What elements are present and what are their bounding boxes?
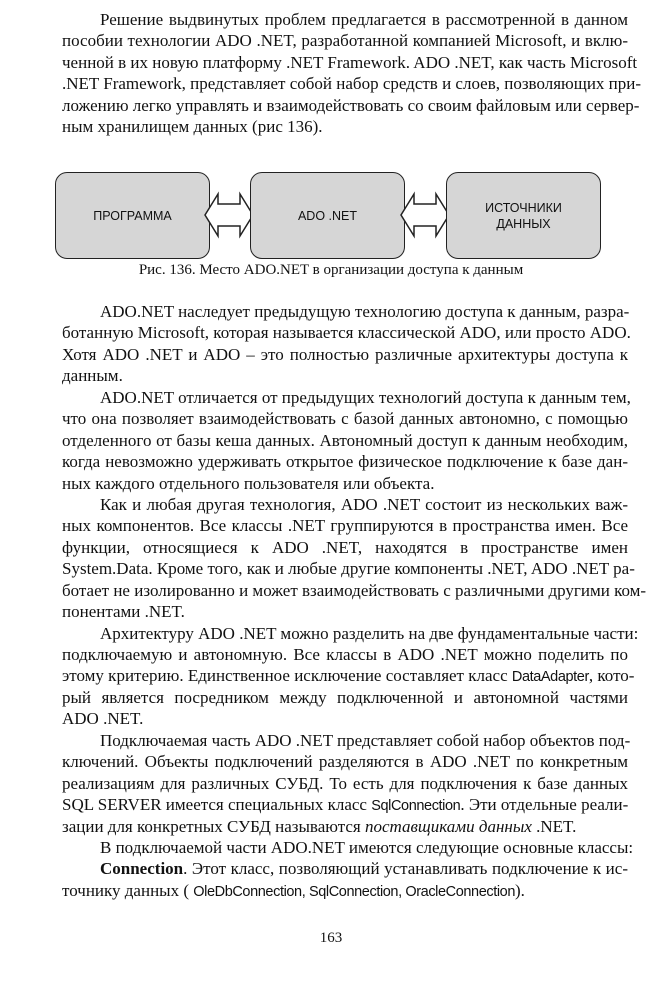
text-line: [62, 408, 628, 429]
text-line: [62, 644, 628, 665]
bold-term: Connection: [100, 859, 184, 879]
text-run: . Этот класс, позволяющий устанавливать подключение к ис-: [183, 859, 628, 879]
text-line: [62, 515, 628, 536]
text-line: [62, 773, 628, 794]
box-label: ПРОГРАММА: [93, 208, 172, 223]
double-arrow-icon: [204, 191, 254, 239]
text-line: [62, 708, 628, 729]
text-run: ботанную Microsoft, которая называется классической ADO, или просто ADO.: [62, 323, 631, 343]
paragraph: [62, 837, 634, 858]
text-run: ботает не изолированно и может взаимодействовать с различными другими ком-: [62, 580, 647, 600]
text-line: [62, 816, 628, 837]
text-run: ADO .NET.: [62, 709, 144, 729]
text-run: зации для конкретных СУБД называются: [62, 816, 365, 836]
text-line: [62, 537, 628, 558]
text-run: когда невозможно удерживать открытое физическое подключение к базе дан-: [62, 452, 628, 472]
text-run: этому критерию. Единственное исключение составляет класс: [62, 666, 512, 686]
text-run: подключаемую и автономную. Все классы в ADO .NET можно поделить по: [62, 645, 628, 664]
text-run: ключений. Объекты подключений разделяются в ADO .NET по конкретным: [62, 752, 628, 772]
text-run: рый является посредником между подключенной и автономной частями: [62, 687, 628, 707]
code-term: DataAdapter: [511, 669, 589, 686]
text-line: [62, 9, 628, 30]
diagram-box-data-sources: [446, 172, 601, 259]
text-run: Подключаемая часть ADO .NET представляет собой набор объектов под-: [100, 730, 631, 750]
text-run: Как и любая другая технология, ADO .NET состоит из нескольких важ-: [100, 494, 628, 514]
box-label: ИСТОЧНИКИ: [485, 200, 562, 215]
text-line: [62, 730, 631, 751]
text-line: [62, 430, 628, 451]
paragraph: [62, 858, 628, 901]
text-run: что она позволяет взаимодействовать с базой данных автономно, с помощью: [62, 409, 628, 429]
text-line: [62, 858, 628, 879]
text-line: [62, 95, 640, 116]
paragraph: [62, 301, 631, 387]
paragraph: [62, 730, 631, 837]
double-arrow-icon: [400, 191, 450, 239]
text-run: Хотя ADO .NET и ADO – это полностью различные архитектуры доступа к: [62, 344, 628, 364]
text-line: [62, 601, 628, 622]
text-run: . Эти отдельные реали-: [460, 795, 629, 815]
text-line: [62, 73, 642, 94]
text-line: [62, 365, 628, 386]
code-term: OleDbConnection, SqlConnection, OracleConnection: [193, 883, 516, 900]
paragraph: [62, 387, 631, 494]
text-run: System.Data. Кроме того, как и любые другие компоненты .NET, ADO .NET ра-: [62, 559, 635, 579]
text-line: [62, 52, 638, 73]
text-line: [62, 580, 647, 601]
text-line: [62, 751, 628, 772]
text-line: [62, 301, 628, 322]
text-line: [62, 623, 639, 644]
text-run: .NET.: [531, 816, 577, 836]
paragraph: [62, 494, 647, 623]
text-line: [62, 30, 628, 51]
text-line: [62, 116, 628, 137]
text-line: [62, 794, 628, 815]
box-label: ДАННЫХ: [496, 216, 551, 231]
text-line: [62, 322, 631, 343]
text-line: [62, 344, 628, 365]
diagram-box-program: [55, 172, 210, 259]
text-run: ).: [515, 880, 525, 900]
text-run: SQL SERVER имеется специальных класс: [62, 795, 372, 815]
text-run: пособии технологии ADO .NET, разработанной компанией Microsoft, и вклю-: [62, 31, 628, 51]
text-run: ченной в их новую платформу .NET Framework. ADO .NET, как часть Microsoft: [62, 52, 638, 72]
text-run: функции, относящиеся к ADO .NET, находятся в пространстве имен: [62, 537, 628, 557]
text-run: ных компонентов. Все классы .NET группируются в пространства имен. Все: [62, 516, 628, 536]
text-run: , кото-: [588, 666, 635, 686]
text-line: [62, 473, 628, 494]
text-line: [62, 451, 628, 472]
text-line: [62, 558, 635, 579]
text-run: .NET Framework, представляет собой набор средств и слоев, позволяющих при-: [62, 74, 642, 94]
text-line: [62, 880, 628, 901]
text-run: ных каждого отдельного пользователя или объекта.: [62, 473, 435, 493]
diagram-box-adonet: [250, 172, 405, 259]
text-run: Решение выдвинутых проблем предлагается в рассмотренной в данном: [100, 10, 628, 29]
text-run: ложению легко управлять и взаимодействовать со своим файловым или сервер-: [62, 95, 640, 115]
text-run: В подключаемой части ADO.NET имеются следующие основные классы:: [100, 837, 634, 857]
text-run: ADO.NET отличается от предыдущих технологий доступа к данным тем,: [100, 387, 631, 407]
figure-caption: Рис. 136. Место ADO.NET в организации доступа к данным: [138, 262, 524, 278]
intro-paragraph: [62, 9, 642, 138]
italic-term: поставщиками данных: [364, 816, 532, 836]
text-run: ADO.NET наследует предыдущую технологию доступа к данным, разра-: [100, 302, 630, 321]
text-run: ным хранилищем данных (рис 136).: [62, 117, 323, 137]
text-line: [62, 837, 634, 858]
paragraph: [62, 623, 639, 730]
text-line: [62, 494, 628, 515]
text-run: реализациям для различных СУБД. То есть для подключения к базе данных: [62, 773, 628, 793]
page-number: 163: [319, 930, 343, 946]
box-label: ADO .NET: [297, 208, 358, 223]
text-run: данным.: [62, 366, 123, 386]
text-line: [62, 665, 635, 686]
text-line: [62, 687, 628, 708]
text-run: понентами .NET.: [62, 602, 185, 622]
body-text: [62, 301, 647, 901]
text-run: отделенного от базы кеша данных. Автономный доступ к данным необходим,: [62, 430, 628, 450]
text-run: Архитектуру ADO .NET можно разделить на две фундаментальные части:: [100, 623, 639, 643]
text-run: точнику данных (: [62, 880, 194, 900]
code-term: SqlConnection: [371, 798, 461, 815]
text-line: [62, 387, 631, 408]
